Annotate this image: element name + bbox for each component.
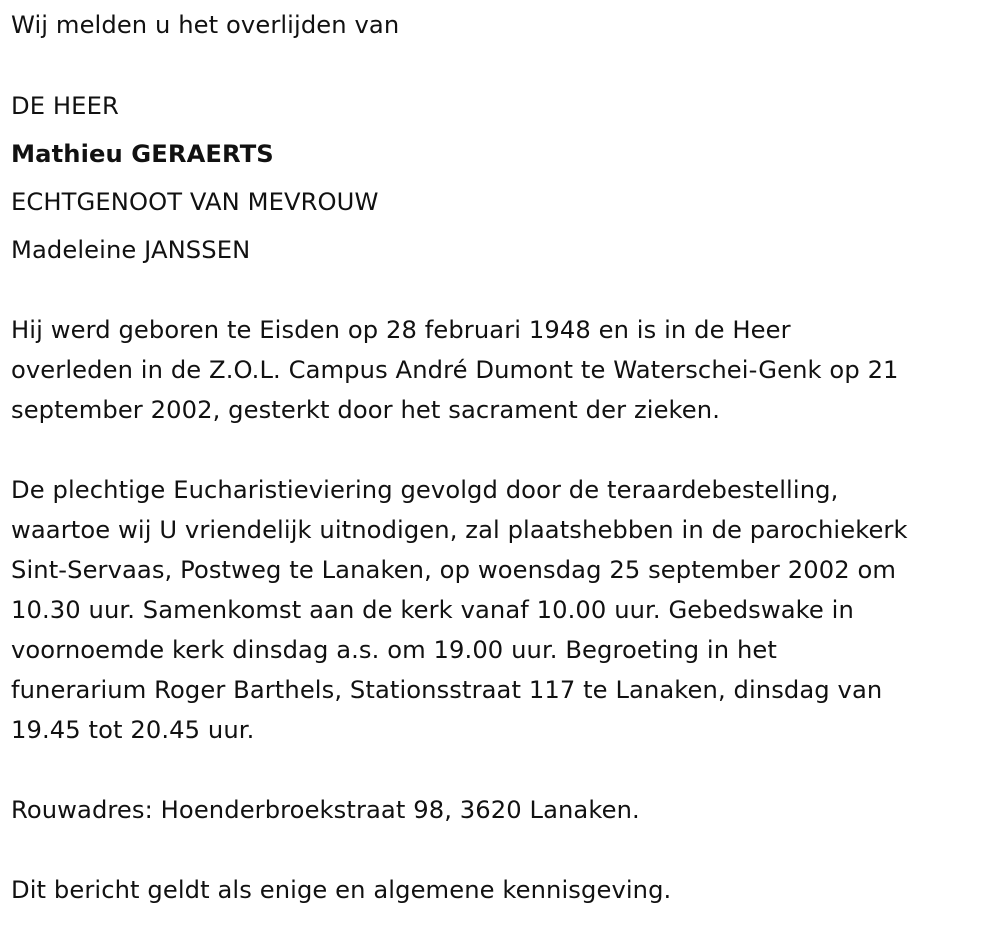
intro-line: Wij melden u het overlijden van [11,11,400,39]
deceased-name: Mathieu GERAERTS [11,140,274,168]
birth-line: september 2002, gesterkt door het sacrament der zieken. [11,396,720,424]
ceremony-line: De plechtige Eucharistieviering gevolgd door de teraardebestelling, [11,476,839,504]
ceremony-line: voornoemde kerk dinsdag a.s. om 19.00 uur. Begroeting in het [11,636,777,664]
ceremony-line: Sint-Servaas, Postweg te Lanaken, op woensdag 25 september 2002 om [11,556,897,584]
title-line: DE HEER [11,92,119,120]
birth-line: Hij werd geboren te Eisden op 28 februari 1948 en is in de Heer [11,316,791,344]
mourning-address: Rouwadres: Hoenderbroekstraat 98, 3620 Lanaken. [11,796,640,824]
ceremony-paragraph [11,470,996,750]
birth-paragraph [11,310,996,430]
spouse-name: Madeleine JANSSEN [11,236,251,264]
ceremony-line: 10.30 uur. Samenkomst aan de kerk vanaf 10.00 uur. Gebedswake in [11,596,854,624]
birth-line: overleden in de Z.O.L. Campus André Dumont te Waterschei-Genk op 21 [11,356,899,384]
closing-line: Dit bericht geldt als enige en algemene kennisgeving. [11,876,672,904]
spouse-label: ECHTGENOOT VAN MEVROUW [11,188,379,216]
ceremony-line: waartoe wij U vriendelijk uitnodigen, zal plaatshebben in de parochiekerk [11,516,908,544]
ceremony-line: 19.45 tot 20.45 uur. [11,716,255,744]
ceremony-line: funerarium Roger Barthels, Stationsstraat 117 te Lanaken, dinsdag van [11,676,883,704]
